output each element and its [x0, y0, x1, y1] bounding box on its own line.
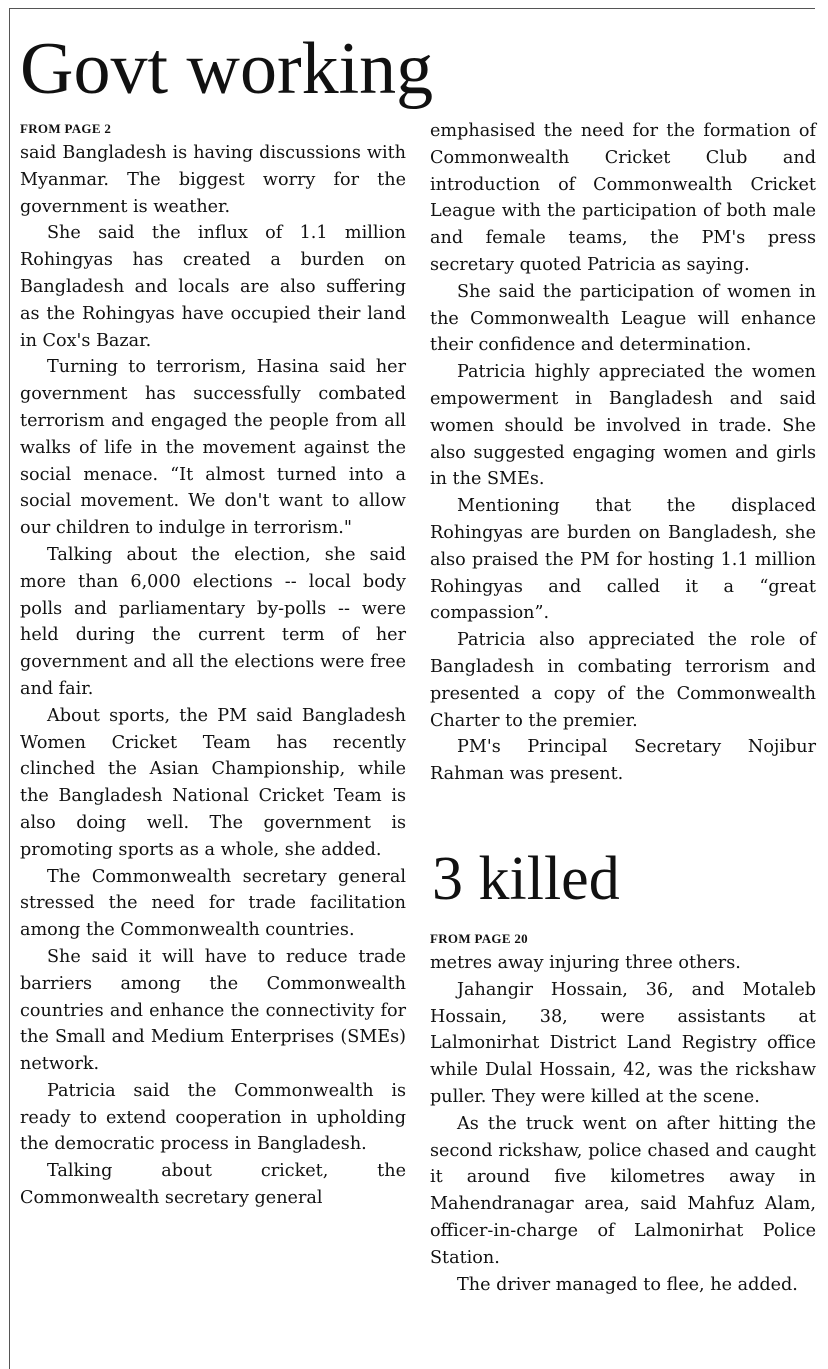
paragraph: Talking about cricket, the Commonwealth secretary general — [20, 1161, 406, 1209]
paragraph: She said the influx of 1.1 million Rohingyas has created a burden on Bangladesh and locals are also suffering as the Rohingyas have occupied their land in Cox's Bazar. — [20, 223, 406, 351]
paragraph: metres away injuring three others. — [430, 953, 741, 973]
story1-column-left — [20, 120, 406, 1212]
left-rule — [9, 8, 10, 1369]
paragraph: Patricia also appreciated the role of Bangladesh in combating terrorism and presented a copy of the Commonwealth Charter to the premier. — [430, 630, 816, 731]
paragraph: She said the participation of women in the Commonwealth League will enhance their confidence and determination. — [430, 281, 816, 356]
paragraph: Mentioning that the displaced Rohingyas are burden on Bangladesh, she also praised the PM for hosting 1.1 million Rohingyas and called it a “great compassion”. — [430, 496, 816, 624]
story-headline-govt-working: Govt working — [20, 28, 434, 110]
paragraph: emphasised the need for the formation of Commonwealth Cricket Club and introduction of Commonwealth Cricket League with the participation of both male and female teams, the PM's press secretary quoted Patricia as saying. — [430, 121, 816, 275]
paragraph: The Commonwealth secretary general stressed the need for trade facilitation among the Commonwealth countries. — [20, 866, 406, 941]
paragraph: About sports, the PM said Bangladesh Women Cricket Team has recently clinched the Asian Championship, while the Bangladesh National Cricket Team is also doing well. The government is promoting sports as a whole, she added. — [20, 705, 406, 860]
paragraph: Turning to terrorism, Hasina said her government has successfully combated terrorism and engaged the people from all walks of life in the movement against the social menace. “It almost turned into a social movement. We don't want to allow our children to indulge in terrorism." — [20, 357, 406, 539]
story-headline-3-killed: 3 killed — [432, 845, 620, 913]
paragraph: PM's Principal Secretary Nojibur Rahman was present. — [430, 737, 816, 785]
paragraph: Patricia said the Commonwealth is ready to extend cooperation in upholding the democratic process in Bangladesh. — [20, 1080, 406, 1155]
story1-kicker: FROM PAGE 2 — [20, 121, 112, 136]
story2-column — [430, 930, 816, 1298]
paragraph: Patricia highly appreciated the women empowerment in Bangladesh and said women should be involved in trade. She also suggested engaging women and girls in the SMEs. — [430, 362, 816, 490]
paragraph: Talking about the election, she said more than 6,000 elections -- local body polls and parliamentary by-polls -- were held during the current term of her government and all the elections were free and fair. — [20, 544, 406, 699]
top-rule — [9, 8, 815, 9]
paragraph: Jahangir Hossain, 36, and Motaleb Hossain, 38, were assistants at Lalmonirhat District Land Registry office while Dulal Hossain, 42, was the rickshaw puller. They were killed at the scene. — [430, 979, 816, 1107]
paragraph: The driver managed to flee, he added. — [457, 1274, 798, 1295]
paragraph: She said it will have to reduce trade barriers among the Commonwealth countries and enhance the connectivity for the Small and Medium Enterprises (SMEs) network. — [20, 946, 406, 1075]
story2-kicker: FROM PAGE 20 — [430, 931, 528, 946]
paragraph: As the truck went on after hitting the second rickshaw, police chased and caught it around five kilometres away in Mahendranagar area, said Mahfuz Alam, officer-in-charge of Lalmonirhat Police Station. — [430, 1113, 816, 1268]
story1-column-right — [430, 118, 816, 788]
paragraph: said Bangladesh is having discussions with Myanmar. The biggest worry for the government is weather. — [20, 143, 406, 217]
